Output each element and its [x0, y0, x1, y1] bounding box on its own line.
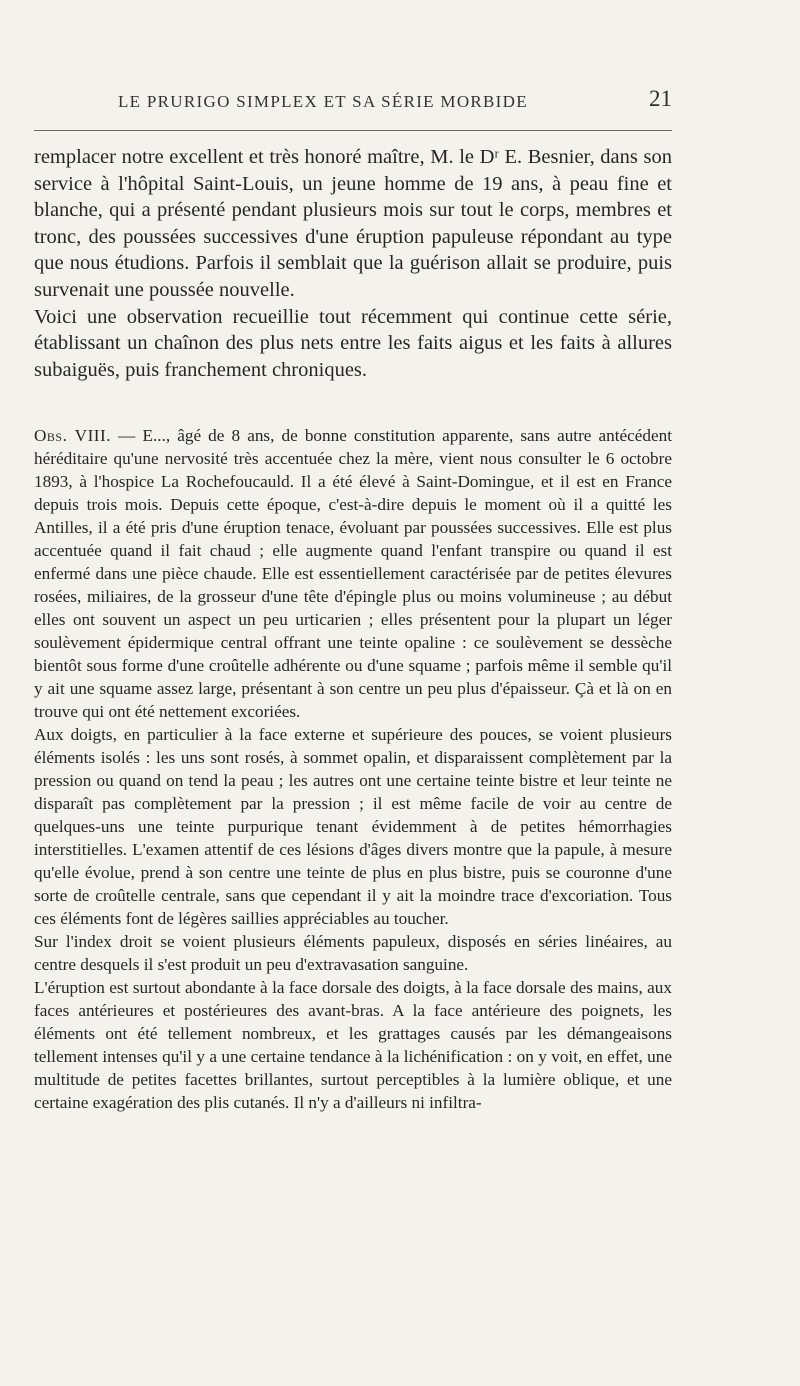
page-number: 21	[649, 86, 672, 111]
observation-paragraph-1	[34, 424, 672, 723]
page-header	[34, 86, 672, 116]
header-rule	[34, 130, 672, 131]
observation-label: Obs. VIII.	[34, 426, 112, 445]
observation-paragraph-4: L'éruption est surtout abondante à la face dorsale des doigts, à la face dorsale des mains, aux faces antérieures et postérieures des avant-bras. A la face antérieure des poignets, les éléments ont été tellement nombreux, et les grattages causés par les démangeaisons tellement intenses qu'il y a une certaine tendance à la lichénification : on y voit, en effet, une multitude de petites facettes brillantes, surtout perceptibles à la lumière oblique, et une certaine exagération des plis cutanés. Il n'y a d'ailleurs ni infiltra-	[34, 978, 672, 1112]
observation-text	[34, 424, 672, 1114]
observation-paragraph-1-text: — E..., âgé de 8 ans, de bonne constitution apparente, sans autre antécédent héréditaire qu'une nervosité très accentuée chez la mère, vient nous consulter le 6 octobre 1893, à l'hospice La Rochefoucauld. Il a été élevé à Saint-Domingue, et il est en France depuis trois mois. Depuis cette époque, c'est-à-dire depuis le moment où il a quitté les Antilles, il a été pris d'une éruption tenace, évoluant par poussées successives. Elle est plus accentuée quand il fait chaud ; elle augmente quand l'enfant transpire ou quand il est enfermé dans une pièce chaude. Elle est essentiellement caractérisée par de petites élevures rosées, miliaires, de la grosseur d'une tête d'épingle plus ou moins volumineuse ; au début elles ont souvent un aspect un peu urticarien ; elles présentent pour la plupart un léger soulèvement épidermique central offrant une teinte opaline : ce soulèvement se dessèche bientôt sous forme d'une croûtelle adhérente ou d'une squame ; parfois même il semble qu'il y ait une squame assez large, présentant à son centre un peu plus d'épaisseur. Çà et là on en trouve qui ont été nettement excoriées.	[34, 426, 672, 721]
intro-paragraph-2: Voici une observation recueillie tout récemment qui continue cette série, établissant un chaînon des plus nets entre les faits aigus et les faits à allures subaiguës, puis franchement chroniques.	[34, 305, 672, 381]
intro-paragraph-1: remplacer notre excellent et très honoré maître, M. le Dʳ E. Besnier, dans son service à l'hôpital Saint-Louis, un jeune homme de 19 ans, à peau fine et blanche, qui a présenté pendant plusieurs mois sur tout le corps, membres et tronc, des poussées successives d'une éruption papuleuse répondant au type que nous étudions. Parfois il semblait que la guérison allait se produire, puis survenait une poussée nouvelle.	[34, 146, 672, 301]
intro-text	[34, 144, 672, 383]
observation-paragraph-3: Sur l'index droit se voient plusieurs éléments papuleux, disposés en séries linéaires, au centre desquels il s'est produit un peu d'extravasation sanguine.	[34, 932, 672, 974]
observation-paragraph-2: Aux doigts, en particulier à la face externe et supérieure des pouces, se voient plusieurs éléments isolés : les uns sont rosés, à sommet opalin, et disparaissent complètement par la pression ou quand on tend la peau ; les autres ont une certaine teinte bistre et leur teinte ne disparaît pas complètement par la pression ; il est même facile de voir au centre de quelques-uns une teinte purpurique tenant évidemment à de petites hémorrhagies interstitielles. L'examen attentif de ces lésions d'âges divers montre que la papule, à mesure qu'elle évolue, prend à son centre une teinte de plus en plus bistre, puis se couronne d'une sorte de croûtelle centrale, sans que cependant il y ait la moindre trace d'excoriation. Tous ces éléments font de légères saillies appréciables au toucher.	[34, 725, 672, 928]
running-title: LE PRURIGO SIMPLEX ET SA SÉRIE MORBIDE	[118, 92, 528, 111]
